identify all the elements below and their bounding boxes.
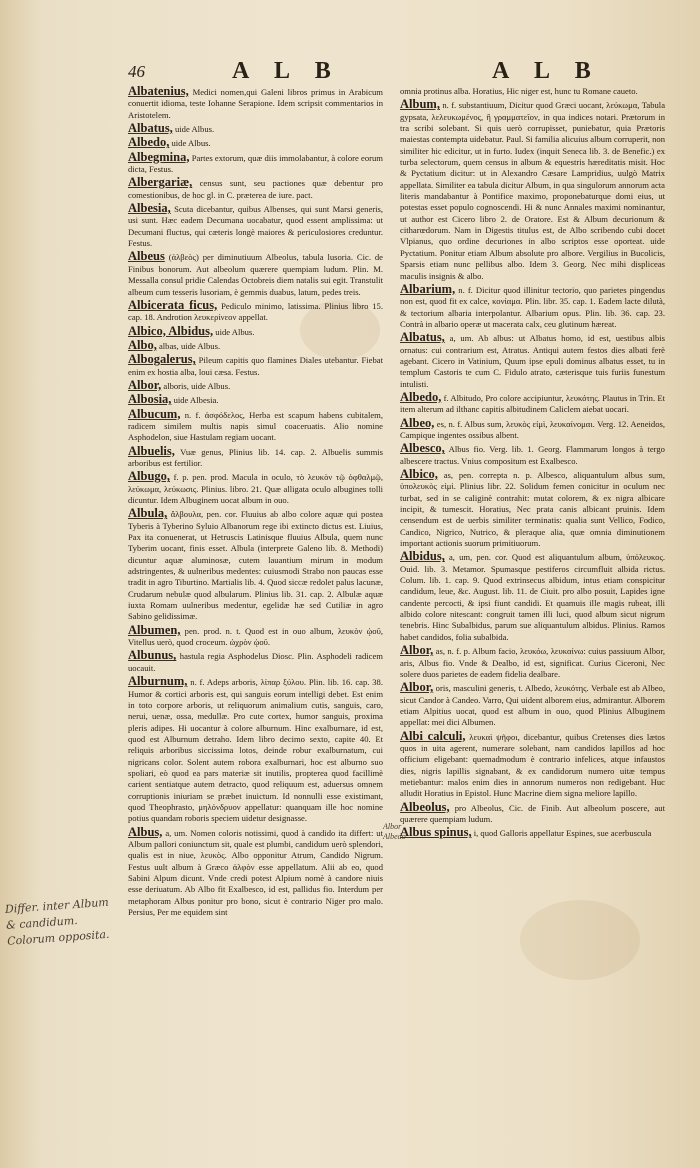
dictionary-entry <box>128 323 383 338</box>
entry-body: n. f. Dicitur quod illinitur tectorio, quo parietes pingendus non est, quod fit ex calce, κονίαμα. Plin. libr. 35. cap. 1. Eadem lacte dilutà, & tectorium albaria interpolantur. Albarium opus. Plin. lib. 36. cap. 23. Contrà in albario operæ ut macerata calx, ceu glutinum hæreat. <box>400 284 665 329</box>
dictionary-entry <box>128 177 383 201</box>
entry-body: oris, masculini generis, t. Albedo, λευκότης. Verbale est ab Albeo, sicut Candor à Candeo. Varro, Qui uident alborem eius, admirantur. Alborem etiam Alpitius uocat, quod est album in ouo, quod Plinius Albuginem appellat: mei dici Albumen. <box>400 683 665 728</box>
dictionary-entry <box>128 394 383 406</box>
dictionary-entry <box>128 297 384 324</box>
entry-headword: Albunus, <box>128 648 177 663</box>
entry-headword: Albor, <box>400 680 434 695</box>
entry-body: as, pen. correpta n. p. Albesco, aliquantulum albus sum, ὑπολευκὸς εἰμὶ. Plinius libr. 22. Solidum femen conicitur in oculum nec turbat, sed in se caliginè contrahit: mutat colorem, & ex nigra albicare incipit, & tumescit. Horatius, Nec prata canis albicant pruinis. Idem censendum est de uerbis similiter terminatis: qualia sunt Vellico, Fodico, Candico, Nigrico, Nutrico, & pleraque alia, quæ omnia diminutionem important actionis suorum primitiuorum. <box>400 470 665 549</box>
running-head-left: A L B <box>232 58 341 84</box>
entry-body: Pileum capitis quo flamines Diales utebantur. Fiebat enim ex hostia alba, loui cæsa. Festus. <box>128 355 383 377</box>
entry-headword: Albegmina, <box>128 149 190 164</box>
entry-headword: Albergariæ, <box>128 175 193 190</box>
entry-headword: Albus spinus, <box>400 825 472 840</box>
entry-body: Scuta dicebantur, quibus Albenses, qui sunt Marsi generis, usi sunt. Hæc eadem Decumana uocabatur, quod essent amplissima: ut Decumani fluctus, qui cæteris longè maiores & periculosiores creduntur. Festus. <box>128 204 383 249</box>
entry-headword: Albesia, <box>128 201 171 216</box>
paper-stain <box>520 900 640 980</box>
entry-headword: Albus, <box>128 824 163 839</box>
entry-body: i, quod Galloris appellatur Espines, sue acerbuscula <box>473 828 652 839</box>
dictionary-entry <box>400 99 665 282</box>
right-column <box>400 86 665 842</box>
entry-headword: Albico, <box>400 467 438 481</box>
entry-headword: Albedo, <box>128 135 170 150</box>
dictionary-entry <box>128 86 383 121</box>
dictionary-entry <box>128 443 383 470</box>
entry-headword: Albedo, <box>400 389 442 404</box>
entry-body: hastula regia Asphodelus Diosc. Plin. Asphodeli radicem uocauit. <box>128 651 383 673</box>
entry-headword: Album, <box>400 97 440 112</box>
dictionary-entry <box>128 137 383 149</box>
entry-body: a, um. Nomen coloris notissimi, quod à candido ita differt: ut Album pallori coniunctum sit, quale est plumbi, candidum uerò splendori, qualis est in niue, λευκὸς. Albo opponitur Atrum, Candido Nigrum. Festus uult album à Græco ἀλφὸν esse appellatum. Alii ab eo, quod Sabini Alpum dicunt. Vnde credi potest Alpium nomè à candore niuis esse deriuatum. Ab Albo fit Exalbesco, id est, pallidus fio. Interdum per metaphoram Albus ponitur pro bono, sicut è contrario Niger pro malo. Persius, Per me equidem sint <box>128 827 383 918</box>
dictionary-entry <box>128 354 383 378</box>
entry-headword: Albico, Albidus, <box>128 323 214 338</box>
entry-headword: Alburnum, <box>128 674 188 689</box>
page-number: 46 <box>128 62 145 81</box>
entry-body: Pediculo minimo, latissima. Plinius libro 15. cap. 18. Androtion λευκερίνεον appellat. <box>128 300 384 323</box>
entry-body: a, um, pen. cor. Quod est aliquantulum album, ὑπόλευκος. Ouid. lib. 3. Metamor. Spumasque pestiferos circumfluit albida rictus. Colum. lib. 1. cap. 9. Quod extrinsecus albidum, intus etiam conspicitur candidum, leue, &c. August. lib. 11. de Ciuit. pro albo posuit, Lapides igne candente percocti, & ipsi fiunt candidi. Et quamuis ille magis rubeat, illi albido colore nitescant: congruit tamen illi luci, quod album sicut nigrum tenebris. Hinc Subalbidus, parum sue aliquantulum albidus. Plinius. Ramos habet candidos, folia subalbida. <box>400 552 665 642</box>
handwritten-margin-note: Differ. inter Album & candidum. Colorum opposita. <box>4 895 110 948</box>
entry-body: uide Albus. <box>171 138 211 149</box>
entry-headword: Albatenius, <box>128 84 189 98</box>
dictionary-entry <box>128 650 383 674</box>
entry-body: uide Albus. <box>215 326 255 337</box>
dictionary-entry <box>400 728 665 800</box>
dictionary-entry <box>400 443 665 467</box>
entry-headword: Albuelis, <box>128 443 175 458</box>
entry-headword: Albicerata ficus, <box>128 297 218 312</box>
entry-headword: Albeus <box>128 249 165 264</box>
dictionary-entry <box>128 406 383 444</box>
dictionary-entry <box>128 508 383 622</box>
dictionary-entry <box>128 203 383 249</box>
handwritten-margin-note-small: Albor Albedo <box>383 822 406 841</box>
left-column <box>128 86 383 920</box>
entry-headword: Albosia, <box>128 392 172 407</box>
dictionary-entry <box>128 676 383 824</box>
entry-headword: Albogalerus, <box>128 352 196 367</box>
dictionary-entry <box>400 682 665 728</box>
entry-body: pen. prod. n. t. Quod est in ouo album, λευκὸν ᾠοῦ, Vitellus uerò, quod croceum. ὠχρὸν ᾠοῦ. <box>128 625 383 648</box>
entry-body: as, n. f. p. Album facio, λευκόω, λευκαίνω: cuius passiuum Albor, aris, Albus fio. Vnde & Dealbo, id est, significat. Curius Ciceroni, Nec solere duos parietes de eadem fidelia dealbare. <box>400 646 665 679</box>
entry-headword: Albi calculi, <box>400 728 466 743</box>
entry-body: albas, uide Albus. <box>158 340 221 351</box>
entry-headword: Albatus, <box>400 330 445 345</box>
entry-body: Partes extorum, quæ diis immolabantur, à colore eorum dicta, Festus. <box>128 152 383 175</box>
dictionary-entry <box>400 469 665 549</box>
entry-body: uide Albus. <box>174 124 215 135</box>
dictionary-entry <box>400 645 665 680</box>
dictionary-entry <box>128 377 383 392</box>
dictionary-entry <box>400 281 665 330</box>
entry-body: Albus fio. Verg. lib. 1. Georg. Flammarum longos à tergo albescere tractus. Vnius compositum est Exalbesco. <box>400 444 665 466</box>
dictionary-entry <box>128 149 383 176</box>
entry-body: pro Albeolus, Cic. de Finib. Aut albeolum poscere, aut quærere quempiam ludum. <box>400 802 665 824</box>
dictionary-entry <box>400 415 665 442</box>
entry-headword: Albula, <box>128 506 168 521</box>
entry-headword: Albeolus, <box>400 799 450 814</box>
entry-headword: Albesco, <box>400 441 445 456</box>
entry-body: (ἀλβεὸς) per diminutiuum Albeolus, tabula lusoria. Cic. de Finibus bonorum. Aut albeolum quærere quempiam ludum. Plin. M. Messalla consul pridie Calendas Octobreis diem natalis sui egit. Transtulit albeum cum tesseris lusoriam, è gemmis duabus, latum, pedes treis. <box>128 252 383 297</box>
dictionary-entry <box>128 251 383 297</box>
entry-body: es, n. f. Albus sum, λευκὸς εἰμὶ, λευκαίνομαι. Verg. 12. Aeneidos, Campique ingentes ossibus albent. <box>400 418 665 440</box>
entry-body: Medici nomen,qui Galeni libros primus in Arabicum conuertit idioma, teste Iohanne Serapione. Idem scripsit commentarios in Aristotelem. <box>128 87 383 120</box>
dictionary-entry <box>400 827 665 839</box>
dictionary-entry <box>128 824 383 919</box>
dictionary-entry <box>128 471 383 506</box>
dictionary-entry <box>400 799 665 826</box>
entry-body: omnia protinus alba. Horatius, Hic niger est, hunc tu Romane caueto. <box>400 86 638 96</box>
entry-body: n. f. ἀσφόδελος, Herba est scapum habens cubitalem, radicem similem multis napis simul coaceruatis. Alio nomine Asphodelon, siue Hastulam regiam uocant. <box>128 409 383 443</box>
dictionary-entry <box>128 123 383 135</box>
entry-headword: Albidus, <box>400 549 445 564</box>
entry-headword: Albo, <box>128 337 157 352</box>
entry-headword: Albumen, <box>128 622 181 637</box>
entry-body: uide Albesia. <box>173 395 219 406</box>
dictionary-entry <box>400 389 665 416</box>
entry-body: a, um. Ab albus: ut Albatus homo, id est, uestibus albis ornatus: cui contrarium est, Atratus. Antiqui autem festos dies albati ferè agebant. Cicero in Vatinium, Quum ipse epuli dominus albatus esset, tu in templum Castoris te cum C. Fidulo atrato, cæterisque tuis furiis funestum intulisti. <box>400 333 665 389</box>
entry-body: λευκαὶ ψῆφοι, dicebantur, quibus Cretenses dies lætos quos in uita agerent, numerare solebant, nam candidos lapillos ad hoc officium eligebant: quemadmodum è contrario infelices, atque infaustos dies, nigris lapillis signabant, & ex candidorum numero uitæ tempus metiebantur: malos enim dies in annorum numeros non redigebant. Huc alludit Horatius in Epistol. Hunc Macrine diem signa meliore lapillo. <box>400 731 665 799</box>
entry-body: ἄλβουλα, pen. cor. Fluuius ab albo colore aquæ qui postea Tyberis à Tyberino Syluio Albanorum rege ibi extincto dictus est. Liuius, Pax ita conuenerat, ut Hetruscis Latinisque fluuius Albula, quem nunc Tyberim uocant, finis esset. Albula (interprete Galeno lib. 8. Methodi) dicuntur aquæ aluminosæ, cutem lauantium mirum in modum adstringentes, & uulneribus medentes: cuiusmodi Strabo non paucas esse tradit in agro Tiburtino. Martialis lib. 4. Quod siccæ redolet palus lacunæ, Crudarum nebulæ quod albularum. Plinius lib. 31. cap. 2. Albulæ aquæ iuxta Romam uulneribus medentur, egelidæ hæ sed Cutiliæ in agro Sabino gelidissimæ. <box>128 509 383 622</box>
running-head-right: A L B <box>492 58 601 84</box>
dictionary-entry <box>400 332 665 390</box>
entry-body: n. f. Adeps arboris, λίπαρ ξύλου. Plin. lib. 16. cap. 38. Humor & cortici arboris est, qui sanguis eorum intelligi debet. Est enim in toto corpore arboris, ut reliquorum animalium cutis, sanguis, caro, nerui, uenæ, ossa, medullæ. Pro cute cortex, humor sanguis, proxima pleris adipes. Hi uocantur à colore alburnum. Hinc exalburnare, id est, quod est Alburnum detraho. Idem libro decimo sexto, capite 40. Et reliquis arboribus siccissima lotos, deinde robur exalburnatum, cui nigricans color. Solent autem robora exalburnari, hoc est alburno suo spoliari, eò quod ea pars materiæ sit inutilis, propterea quod facillimè carient sentiatque autem detracto, quod reliquum est, aduersus omnem corruptionis iniuriam se præbet inuictum. Id nonnulli esse existimant, quod Theophrasto, μηλόνδρυον appellatur: quanquam ille hoc nomine potius quandam roboris speciem uidetur designasse. <box>128 677 384 824</box>
entry-body: alboris, uide Albus. <box>163 380 231 391</box>
dictionary-entry <box>400 86 665 97</box>
entry-headword: Albugo, <box>128 469 171 484</box>
entry-headword: Albatus, <box>128 121 173 136</box>
dictionary-entry <box>400 551 665 643</box>
dictionary-entry <box>128 622 383 649</box>
entry-body: census sunt, seu pactiones quæ debentur pro comestionibus, de hoc gl. in C. præterea de iure. pact. <box>128 178 383 200</box>
entry-body: n. f. substantiuum, Dicitur quod Græci uocant, λεύκωμα, Tabula gypsata, λελευκωμένος, ἢ γραμματεῖον, in qua indices notari. Prætorum in tra scribi solebant. Si quis uerò corrupisset, puniebatur, quia Prætoris maiestas contempta uidebatur. Paul. Si familia alicuius album corruperit, non similiter hic edicitur, ut in furto. Iudex (inquit Seneca lib. 3. de Benefic.) ex turba selectorum, quem census in album & equestris hæreditatis misit. Hoc & Pyctatium dicitur: ut in Alexandro Cæsare Lampridius, uulgò Matrix appellata. Similiter ea tabula dicitur Album, in qua singulorum annorum acta literis mandabantur à Pontifice maximo, proponebaturque domi eius, ut potestas esset populo cognoscendi. Hi & nunc Annales maximi nominantur, ut author est Cicero libro 2. de Oratore. Est & Album decurionum & citharœdorum. Nam in Digestis titulus est, de Albo scribendo cubi docet Vlpianus, quo ordine decuriones in albo scriptos esse oporteat. uide Pyctatium. Ponitur etiam Album absolute pro albore. Vergilius in Bucolicis, Sparsis etiam nunc pellibus albo. Idem 3. Georg. Nec mihi displiceas maculis insignis & albo. <box>400 100 666 281</box>
entry-headword: Albor, <box>400 643 434 658</box>
entry-headword: Albucum, <box>128 406 181 421</box>
dictionary-entry <box>128 337 383 352</box>
entry-headword: Albeo, <box>400 415 435 430</box>
entry-headword: Albor, <box>128 377 162 392</box>
entry-body: f. p. pen. prod. Macula in oculo, τὸ λευκὸν τῷ ὀφθαλμῷ, λεύκωμα, λεύκωσις. Plinius. libro. 21. Quæ alligata oculo albugines tolli dicuntur. Idem Albuginem uocat album in ouo. <box>128 472 383 505</box>
entry-headword: Albarium, <box>400 281 456 296</box>
entry-body: f. Albitudo, Pro colore accipiuntur, λευκότης. Plautus in Trin. Et item alterum ad ilthanc capitis albitudinem Caliclem aiebat uocari. <box>400 392 665 415</box>
entry-body: Vuæ genus, Plinius lib. 14. cap. 2. Albuelis summis arboribus est fertilior. <box>128 446 383 468</box>
